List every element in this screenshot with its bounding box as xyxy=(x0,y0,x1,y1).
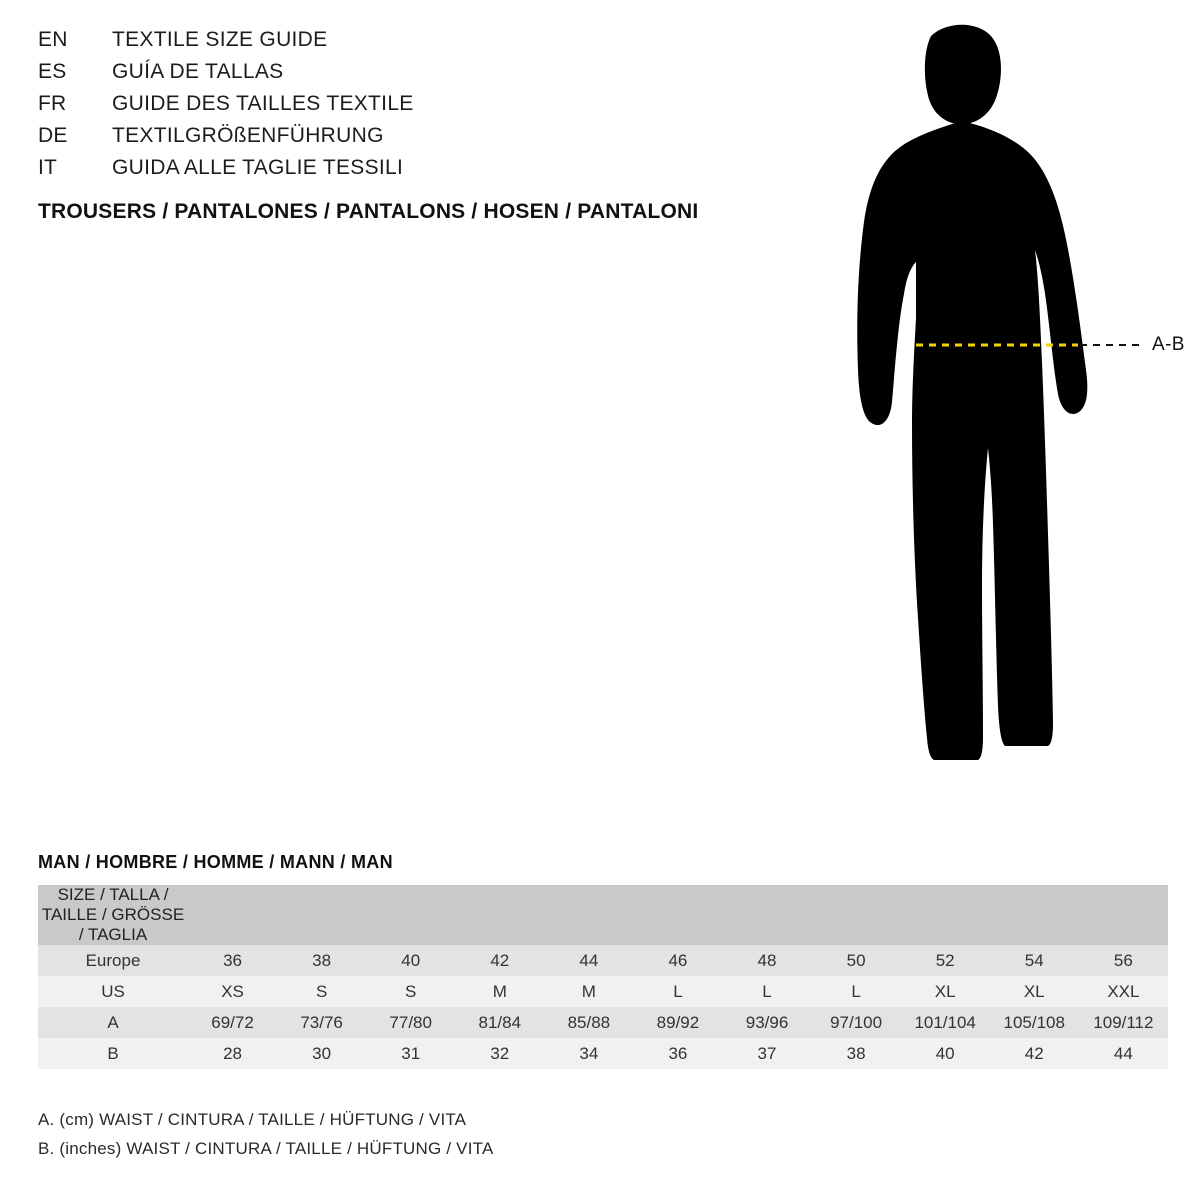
table-cell: 54 xyxy=(990,945,1079,976)
table-row xyxy=(38,1038,1168,1069)
row-label: B xyxy=(38,1038,188,1069)
language-row-de xyxy=(38,124,798,156)
table-cell: XL xyxy=(901,976,990,1007)
table-cell: 34 xyxy=(544,1038,633,1069)
language-code: IT xyxy=(38,156,58,179)
table-row xyxy=(38,1007,1168,1038)
table-cell: 81/84 xyxy=(455,1007,544,1038)
table-cell: 105/108 xyxy=(990,1007,1079,1038)
table-cell: 77/80 xyxy=(366,1007,455,1038)
male-silhouette-icon xyxy=(830,18,1190,808)
language-code: ES xyxy=(38,60,67,83)
table-cell: M xyxy=(455,976,544,1007)
language-title: GUÍA DE TALLAS xyxy=(112,60,284,83)
table-cell: S xyxy=(277,976,366,1007)
table-cell: 36 xyxy=(188,945,277,976)
table-cell: 36 xyxy=(633,1038,722,1069)
language-code: DE xyxy=(38,124,68,147)
table-cell: 93/96 xyxy=(722,1007,811,1038)
table-cell: 40 xyxy=(901,1038,990,1069)
language-code: FR xyxy=(38,92,67,115)
table-cell: 69/72 xyxy=(188,1007,277,1038)
footnote-a: A. (cm) WAIST / CINTURA / TAILLE / HÜFTUNG / VITA xyxy=(38,1110,467,1129)
table-cell: 89/92 xyxy=(633,1007,722,1038)
language-title: GUIDE DES TAILLES TEXTILE xyxy=(112,92,414,115)
table-gender-title: MAN / HOMBRE / HOMME / MANN / MAN xyxy=(38,852,393,872)
table-cell: 44 xyxy=(544,945,633,976)
language-title: TEXTILGRÖßENFÜHRUNG xyxy=(112,124,384,147)
language-row-es xyxy=(38,60,798,92)
table-cell: 73/76 xyxy=(277,1007,366,1038)
table-cell: 31 xyxy=(366,1038,455,1069)
table-cell: 85/88 xyxy=(544,1007,633,1038)
table-cell: M xyxy=(544,976,633,1007)
table-cell: 44 xyxy=(1079,1038,1168,1069)
table-cell: 42 xyxy=(455,945,544,976)
table-row xyxy=(38,976,1168,1007)
table-cell: 97/100 xyxy=(812,1007,901,1038)
table-cell: 101/104 xyxy=(901,1007,990,1038)
table-cell: 42 xyxy=(990,1038,1079,1069)
table-cell: 28 xyxy=(188,1038,277,1069)
row-label: A xyxy=(38,1007,188,1038)
table-row xyxy=(38,945,1168,976)
table-cell: XXL xyxy=(1079,976,1168,1007)
table-cell: L xyxy=(812,976,901,1007)
measurement-footnotes xyxy=(38,1110,938,1168)
table-cell: XS xyxy=(188,976,277,1007)
table-cell: 30 xyxy=(277,1038,366,1069)
table-cell: 38 xyxy=(277,945,366,976)
garment-type-title: TROUSERS / PANTALONES / PANTALONS / HOSEN / PANTALONI xyxy=(38,200,699,223)
table-header-label: SIZE / TALLA / TAILLE / GRÖSSE / TAGLIA xyxy=(38,885,188,945)
table-cell: 38 xyxy=(812,1038,901,1069)
footnote-b: B. (inches) WAIST / CINTURA / TAILLE / HÜFTUNG / VITA xyxy=(38,1139,494,1158)
table-header-row xyxy=(38,885,1168,945)
size-table xyxy=(38,885,1168,1069)
table-cell: 46 xyxy=(633,945,722,976)
table-cell: 52 xyxy=(901,945,990,976)
table-cell: 32 xyxy=(455,1038,544,1069)
language-code: EN xyxy=(38,28,68,51)
table-cell: 40 xyxy=(366,945,455,976)
body-figure-illustration xyxy=(830,18,1190,808)
row-label: US xyxy=(38,976,188,1007)
table-cell: L xyxy=(722,976,811,1007)
table-cell: 37 xyxy=(722,1038,811,1069)
language-title: GUIDA ALLE TAGLIE TESSILI xyxy=(112,156,404,179)
table-cell: L xyxy=(633,976,722,1007)
language-title: TEXTILE SIZE GUIDE xyxy=(112,28,328,51)
language-row-en xyxy=(38,28,798,60)
table-cell: 56 xyxy=(1079,945,1168,976)
measure-label-ab: A-B xyxy=(1152,334,1185,355)
table-cell: 109/112 xyxy=(1079,1007,1168,1038)
table-cell: 48 xyxy=(722,945,811,976)
language-row-it xyxy=(38,156,798,188)
table-cell: S xyxy=(366,976,455,1007)
size-table-section xyxy=(38,852,1168,1069)
size-guide-header xyxy=(38,28,798,224)
table-cell: 50 xyxy=(812,945,901,976)
table-cell: XL xyxy=(990,976,1079,1007)
language-row-fr xyxy=(38,92,798,124)
row-label: Europe xyxy=(38,945,188,976)
